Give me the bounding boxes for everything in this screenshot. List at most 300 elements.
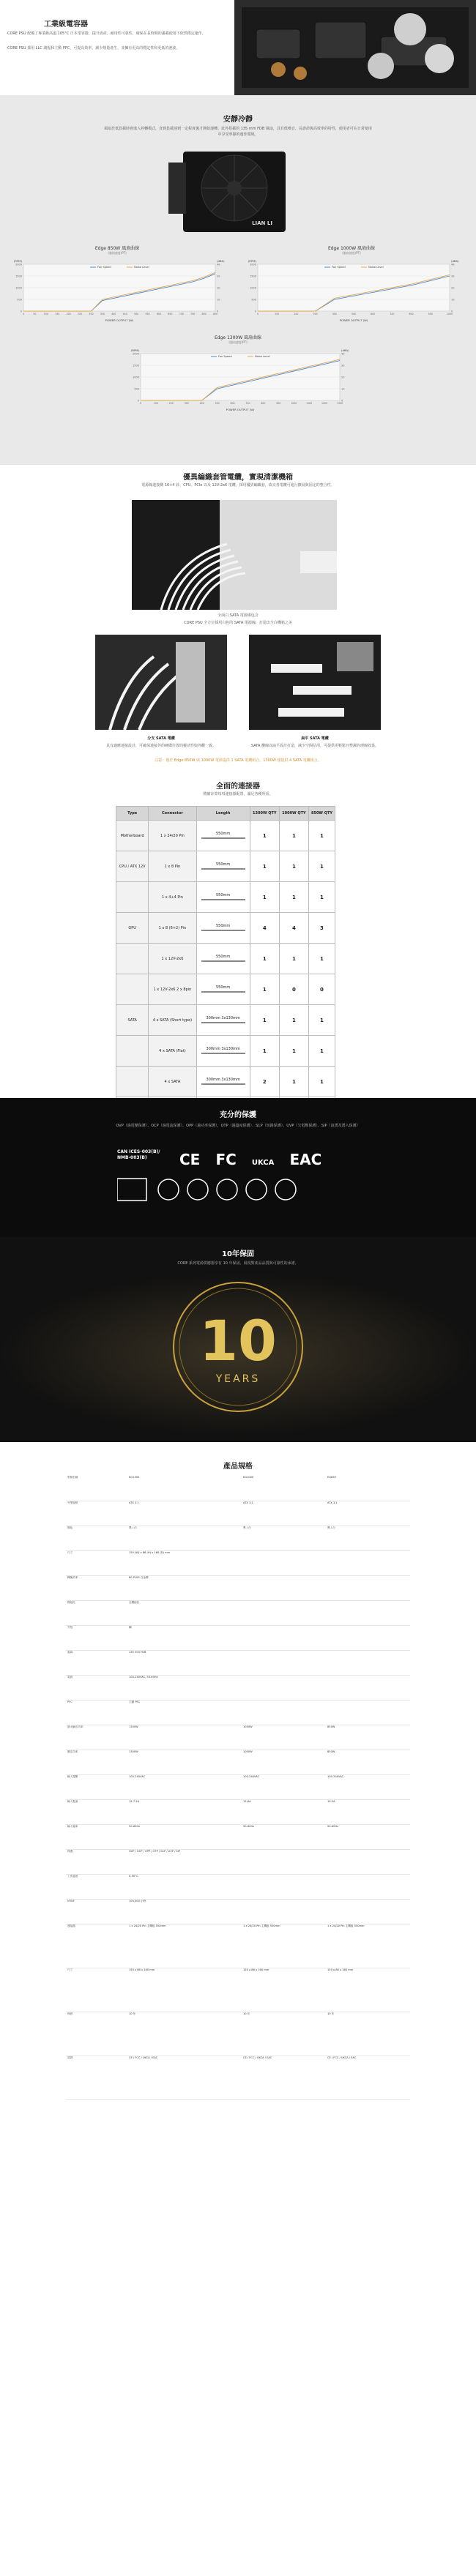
connector-qty: 1 [250, 974, 279, 1005]
chart-y-label: (RPM) [130, 348, 139, 352]
connectors-title: 全面的連接器 [216, 783, 260, 791]
spec-value: 黑 / 白 [326, 1526, 410, 1550]
cable-photo-split [95, 635, 227, 730]
connector-type [116, 974, 149, 1005]
spec-key: 尺寸 [66, 1968, 127, 2012]
spec-key: 模組化 [66, 1600, 127, 1625]
chart-850-title: Edge 850W 風扇曲線 [94, 246, 140, 251]
connector-conn: 1 x 12V-2x6 2 x 8pin [149, 974, 196, 1005]
chart-x-tick: 850 [212, 313, 218, 316]
chart-y-tick: 0 [254, 310, 256, 313]
spec-key: PFC [66, 1700, 127, 1725]
ukca-mark: UKCA [251, 1159, 275, 1167]
spec-row [66, 1924, 410, 1968]
chart-y-tick: 2000 [250, 263, 256, 266]
chart-x-tick: 800 [261, 402, 266, 405]
cert-icon-row [117, 1176, 352, 1205]
chart-legend-label: Fan Speed [97, 266, 111, 269]
connector-qty: 1 [250, 1005, 279, 1036]
connector-row [116, 974, 335, 1005]
chart-y-label: (RPM) [248, 259, 256, 263]
chart-y-tick: 2000 [133, 352, 139, 356]
spec-value: EG1000 [242, 1476, 326, 1501]
chart-svg [242, 255, 461, 323]
chart-x-label: POWER OUTPUT (W) [105, 318, 134, 322]
spec-row [66, 1700, 410, 1725]
connector-row [116, 913, 335, 944]
chart-x-label: POWER OUTPUT (W) [226, 408, 255, 411]
chart-y2-tick: 20 [217, 286, 220, 290]
certification-text: CAN ICES-003(B)/ NMB-003(B) [117, 1149, 160, 1160]
spec-value: CE / FCC / UKCA / EAC [242, 2056, 326, 2099]
cable-drawing [201, 930, 245, 931]
chart-x-tick: 100 [153, 402, 158, 405]
spec-value: EG1300 [127, 1476, 242, 1501]
chart-y-tick: 0 [137, 399, 139, 403]
connector-type: CPU / ATX 12V [116, 851, 149, 882]
chart-x-tick: 600 [371, 313, 376, 316]
connector-row [116, 944, 335, 974]
spec-value: 850W [326, 1750, 410, 1774]
connector-qty: 1 [279, 1067, 308, 1097]
warranty-badge [0, 1274, 476, 1435]
fan-curve-chart-1300 [124, 334, 352, 414]
connector-qty: 1 [279, 851, 308, 882]
spec-value: 1000W [242, 1750, 326, 1774]
spec-row [66, 1824, 410, 1849]
chart-x-tick: 400 [111, 313, 116, 316]
spec-row [66, 1750, 410, 1774]
chart-y2-tick: 40 [217, 263, 220, 266]
connector-length: 300mm 3x130mm [206, 1046, 240, 1051]
chart-x-tick: 0 [22, 313, 25, 316]
chart-x-tick: 600 [230, 402, 235, 405]
connector-len [196, 974, 250, 1005]
spec-value: 1000W [242, 1725, 326, 1750]
connector-len [196, 1005, 250, 1036]
spec-value: 10-5A [326, 1799, 410, 1824]
spec-value: 100-240VAC [242, 1774, 326, 1799]
connector-qty: 1 [308, 944, 335, 974]
specs-table [66, 1476, 410, 2100]
spec-value: 100-240VAC [326, 1774, 410, 1799]
spec-value: 主動 PFC [127, 1700, 242, 1725]
cable-photo-flat [249, 635, 381, 730]
connector-type: Motherboard [116, 821, 149, 851]
spec-key: 型號名稱 [66, 1476, 127, 1501]
chart-y-tick: 500 [134, 387, 139, 391]
connector-len [196, 821, 250, 851]
psu-fan-photo [168, 148, 300, 236]
connector-conn: 1 x 12V-2x6 [149, 944, 196, 974]
fan-curve-chart-1000 [242, 244, 461, 325]
spec-value: 1300W [127, 1750, 242, 1774]
flat-sata-text: SATA 纜線以扁平設計打造，減少空間佔用，可提供更輕鬆且整潔的理線效果。 [251, 744, 379, 748]
spec-value: 黑 / 白 [242, 1526, 326, 1550]
connector-conn: 1 x 4+4 Pin [149, 882, 196, 913]
connector-conn: 4 x SATA [149, 1067, 196, 1097]
spec-row [66, 1874, 410, 1899]
connector-qty: 4 [250, 913, 279, 944]
spec-key: 風扇 [66, 1650, 127, 1675]
connector-row [116, 821, 335, 851]
connector-len [196, 851, 250, 882]
spec-row [66, 1675, 410, 1700]
spec-value: 150 x 86 x 160 mm [242, 1968, 326, 2012]
chart-x-tick: 1300 [336, 402, 343, 405]
spec-row [66, 1501, 410, 1526]
chart-x-tick: 500 [134, 313, 139, 316]
connectors-sub: 精確計算每項連接器配置，滿足各種所需。 [203, 792, 273, 796]
spec-value [242, 1849, 326, 1874]
chart-1300-subtitle: (風扇速度/PT) [228, 340, 248, 344]
spec-value: OVP / OCP / OPP / OTP / SCP / UVP / SIP [127, 1849, 242, 1874]
spec-row [66, 1625, 410, 1650]
cables-note: 注意：僅於 Edge 850W 與 1000W 電源提供 1 SATA 電纜組合，1300W 僅提供 4 SATA 電纜組合。 [155, 758, 321, 763]
spec-value: ATX 3.1 [326, 1501, 410, 1526]
connector-length: 550mm [215, 985, 231, 990]
chart-y2-tick: 30 [217, 275, 220, 278]
spec-key: 認證 [66, 2056, 127, 2099]
spec-row [66, 1899, 410, 1924]
connector-length: 550mm [215, 892, 231, 897]
sata-white-text: CORE PSU 全方位採用白色的 SATA 電源線，打造出全白機箱之美 [184, 621, 292, 625]
chart-legend-label: Fan Speed [332, 266, 346, 269]
chart-x-tick: 900 [276, 402, 281, 405]
spec-value [326, 1874, 410, 1899]
chart-y2-tick: 0 [217, 310, 219, 313]
spec-row [66, 1725, 410, 1750]
connector-length: 550mm [215, 954, 231, 959]
connector-type [116, 944, 149, 974]
connector-type [116, 1036, 149, 1067]
capacitor-title: 工業級電容器 [44, 20, 88, 29]
spec-value: 80 PLUS 白金牌 [127, 1575, 242, 1600]
psu-brand-logo: LIAN LI [252, 220, 272, 226]
spec-row [66, 2056, 410, 2099]
connector-qty: 2 [250, 1067, 279, 1097]
eac-mark: EAC [289, 1151, 322, 1168]
chart-y2-tick: 20 [341, 376, 345, 379]
spec-key: 尺寸 [66, 1550, 127, 1575]
spec-value: 全模組化 [127, 1600, 242, 1625]
connector-header-0: Type [116, 807, 149, 821]
chart-x-tick: 300 [89, 313, 94, 316]
chart-y-tick: 2000 [15, 263, 22, 266]
spec-key: 顏色 [66, 1526, 127, 1550]
chart-y2-tick: 10 [341, 387, 345, 391]
split-sata-title: 分支 SATA 電纜 [147, 736, 175, 741]
cable-drawing [201, 1022, 245, 1023]
spec-value [242, 1700, 326, 1725]
connector-qty: 3 [308, 913, 335, 944]
chart-svg [124, 345, 352, 412]
spec-value [326, 1650, 410, 1675]
spec-row [66, 1799, 410, 1824]
silent-title: 安靜冷靜 [223, 116, 253, 124]
spec-value: CE / FCC / UKCA / EAC [326, 2056, 410, 2099]
connector-type: SATA [116, 1005, 149, 1036]
chart-legend-label: Fan Speed [218, 355, 232, 359]
spec-value: 150 (W) x 86 (H) x 160 (D) mm [127, 1550, 242, 1575]
chart-legend-label: Noise Level [255, 355, 270, 359]
spec-value: 850W [326, 1725, 410, 1750]
cable-drawing [201, 960, 245, 962]
chart-y-tick: 1000 [133, 376, 139, 379]
silent-text: 風扇於低負載時會進入停轉模式，直到負載達到一定程度後才開始運轉。此外搭載的 135 mm FDB 風扇，具有低噪音、長壽命與高效率的特性，使用者可在日常使用中享受寧靜的運作環境。 [104, 127, 372, 137]
spec-row [66, 1575, 410, 1600]
spec-value: 150 x 86 x 160 mm [326, 1968, 410, 2012]
connector-header-2: Length [196, 807, 250, 821]
spec-row [66, 1849, 410, 1874]
spec-value: 1 x 24/20 Pin 主機板 550mm [326, 1924, 410, 1968]
connector-qty: 1 [279, 821, 308, 851]
cert-marks [179, 1151, 321, 1168]
spec-value: 12-6A [242, 1799, 326, 1824]
connector-row [116, 851, 335, 882]
connector-conn: 1 x 24/20 Pin [149, 821, 196, 851]
chart-x-tick: 800 [201, 313, 207, 316]
spec-key: 輸入電壓 [66, 1774, 127, 1799]
chart-x-tick: 100 [275, 313, 280, 316]
cables-text: 電源線連接側 16+4 針、CPU、PCIe 以及 12V-2x6 電纜，採用優異編織套，改良各電纜可進行擴展與固定的整合性。 [141, 483, 335, 488]
chart-y-tick: 1500 [15, 275, 22, 278]
sata-white-label: 全面白 SATA 電源線包含 [217, 613, 259, 618]
connector-qty: 1 [250, 882, 279, 913]
chart-x-tick: 700 [245, 402, 250, 405]
section-capacitors [0, 0, 476, 95]
connector-length: 550mm [215, 831, 231, 836]
cable-photo-main [132, 500, 337, 610]
spec-value [326, 1625, 410, 1650]
spec-value: 15-7.5A [127, 1799, 242, 1824]
chart-y2-tick: 30 [451, 275, 455, 278]
spec-key: 連接器 [66, 1924, 127, 1968]
connector-len [196, 882, 250, 913]
spec-value [326, 1849, 410, 1874]
cable-drawing [201, 899, 245, 900]
spec-value: 黑 / 白 [127, 1526, 242, 1550]
spec-value: 1300W [127, 1725, 242, 1750]
cable-drawing [201, 837, 245, 839]
warranty-number: 10 [199, 1308, 277, 1373]
chart-y-label: (RPM) [13, 259, 22, 263]
spec-value [326, 1675, 410, 1700]
chart-legend-label: Noise Level [368, 266, 384, 269]
chart-x-tick: 450 [122, 313, 127, 316]
psu-internal-photo [234, 0, 476, 95]
cable-drawing [201, 991, 245, 993]
chart-y-tick: 1500 [133, 364, 139, 367]
connector-qty: 1 [308, 851, 335, 882]
chart-x-tick: 0 [256, 313, 259, 316]
warranty-years: YEARS [215, 1373, 261, 1385]
spec-value: ATX 3.1 [242, 1501, 326, 1526]
spec-value: 150 x 86 x 160 mm [127, 1968, 242, 2012]
chart-y-tick: 1000 [15, 286, 22, 290]
chart-x-tick: 100 [43, 313, 48, 316]
capacitor-text-2: CORE PSU 採用 LLC 諧振和主動 PFC，可提高效率，減少熱量產生，並擁有更高的穩定性和更低的漣波。 [7, 46, 180, 51]
cable-drawing [201, 1053, 245, 1054]
connector-conn: 4 x SATA (Flat) [149, 1036, 196, 1067]
section-specs [0, 1442, 476, 2141]
split-sata-text: 具有適應連接設計，可確保連接外的硬碟位置的靈活性與外觀一致。 [105, 744, 216, 748]
chart-y2-tick: 10 [451, 298, 455, 302]
spec-value [242, 1650, 326, 1675]
chart-x-tick: 700 [390, 313, 395, 316]
chart-x-tick: 300 [313, 313, 318, 316]
connector-row [116, 1067, 335, 1097]
flat-sata-title: 扁平 SATA 電纜 [301, 736, 329, 741]
connector-qty: 1 [308, 1036, 335, 1067]
cable-drawing [201, 868, 245, 870]
connector-len [196, 944, 250, 974]
chart-svg [7, 255, 227, 323]
spec-value: 10 年 [242, 2012, 326, 2056]
spec-row [66, 1774, 410, 1799]
spec-value [242, 1675, 326, 1700]
connector-type [116, 882, 149, 913]
chart-x-tick: 750 [190, 313, 196, 316]
protection-title: 充分的保護 [220, 1111, 256, 1119]
connector-qty: 1 [308, 882, 335, 913]
cables-title: 優異編織套管電纜，實現清潔機箱 [183, 474, 293, 482]
spec-value: 100-240VAC [127, 1774, 242, 1799]
chart-x-tick: 550 [145, 313, 150, 316]
spec-value: 100-240VAC, 50-60Hz [127, 1675, 242, 1700]
connector-header-4: 1000W QTY [279, 807, 308, 821]
chart-x-tick: 350 [100, 313, 105, 316]
connector-qty: 1 [279, 1036, 308, 1067]
section-silent [0, 95, 476, 465]
spec-key: 外殼 [66, 1625, 127, 1650]
spec-value: 100,000 小時 [127, 1899, 242, 1924]
connector-len [196, 913, 250, 944]
chart-x-tick: 700 [179, 313, 184, 316]
warranty-text: CORE 系列電源供應器享有 10 年保固，展現對產品品質與可靠性的承諾。 [177, 1261, 299, 1266]
spec-value: ATX 3.1 [127, 1501, 242, 1526]
chart-x-tick: 1000 [291, 402, 297, 405]
chart-y2-tick: 40 [451, 263, 455, 266]
chart-x-tick: 400 [332, 313, 337, 316]
spec-value: 50-60Hz [242, 1824, 326, 1849]
spec-value [242, 1625, 326, 1650]
spec-value: 50-60Hz [326, 1824, 410, 1849]
spec-value [242, 1550, 326, 1575]
chart-1300-title: Edge 1300W 風扇曲線 [214, 335, 262, 340]
connector-qty: 4 [279, 913, 308, 944]
chart-y-tick: 500 [17, 298, 22, 302]
connector-header-5: 850W QTY [308, 807, 335, 821]
chart-x-tick: 250 [78, 313, 83, 316]
connector-qty: 1 [250, 1036, 279, 1067]
spec-value: CE / FCC / UKCA / EAC [127, 2056, 242, 2099]
chart-1000-title: Edge 1000W 風扇曲線 [327, 246, 376, 251]
chart-x-tick: 1200 [321, 402, 328, 405]
connector-header-3: 1300W QTY [250, 807, 279, 821]
spec-value [242, 1899, 326, 1924]
connector-qty: 1 [308, 1005, 335, 1036]
chart-y-tick: 1500 [250, 275, 256, 278]
connector-qty: 0 [279, 974, 308, 1005]
spec-key: 轉換效率 [66, 1575, 127, 1600]
spec-key: 保護 [66, 1849, 127, 1874]
chart-x-tick: 200 [168, 402, 174, 405]
connector-conn: 4 x SATA (Short type) [149, 1005, 196, 1036]
spec-key: 輸入電流 [66, 1799, 127, 1824]
spec-value [242, 1600, 326, 1625]
spec-row [66, 2012, 410, 2056]
connector-length: 300mm 3x130mm [206, 1077, 240, 1082]
connector-qty: 1 [308, 821, 335, 851]
connector-conn: 1 x 8 Pin [149, 851, 196, 882]
fcc-mark: FC [215, 1151, 237, 1168]
connector-row [116, 1036, 335, 1067]
spec-value [326, 1550, 410, 1575]
spec-row [66, 1550, 410, 1575]
protection-text: OVP（過電壓保護）、OCP（過電流保護）、OPP（過功率保護）、OTP（過溫度保護）、SCP（短路保護）、UVP（欠電壓保護）、SIP（浪湧及湧入保護） [116, 1124, 360, 1128]
connector-qty: 1 [250, 821, 279, 851]
spec-value [326, 1700, 410, 1725]
section-protection [0, 1098, 476, 1237]
chart-y-tick: 0 [20, 310, 22, 313]
spec-value [326, 1600, 410, 1625]
chart-y2-tick: 40 [341, 352, 345, 356]
chart-y2-tick: 0 [451, 310, 453, 313]
chart-y2-label: (dBA) [341, 348, 349, 352]
chart-1000-subtitle: (風扇速度/PT) [342, 251, 361, 255]
chart-y2-tick: 30 [341, 364, 345, 367]
spec-row [66, 1600, 410, 1625]
spec-key: 最大輸出功率 [66, 1725, 127, 1750]
chart-x-tick: 200 [66, 313, 71, 316]
chart-x-tick: 150 [55, 313, 60, 316]
spec-row [66, 1526, 410, 1550]
connector-header-1: Connector [149, 807, 196, 821]
chart-x-tick: 400 [199, 402, 204, 405]
connector-qty: 1 [279, 1005, 308, 1036]
spec-value: 1 x 24/20 Pin 主機板 550mm [127, 1924, 242, 1968]
cable-drawing [201, 1083, 245, 1085]
spec-value [326, 1899, 410, 1924]
chart-legend-label: Noise Level [134, 266, 149, 269]
connector-length: 550mm [215, 923, 231, 928]
chart-x-tick: 900 [428, 313, 433, 316]
chart-x-tick: 200 [294, 313, 299, 316]
chart-x-tick: 50 [33, 313, 37, 316]
spec-value: 1 x 24/20 Pin 主機板 550mm [242, 1924, 326, 1968]
spec-value: 10 年 [326, 2012, 410, 2056]
section-warranty [0, 1237, 476, 1442]
spec-value: 135 mm FDB [127, 1650, 242, 1675]
connector-qty: 0 [308, 974, 335, 1005]
connector-qty: 1 [250, 851, 279, 882]
chart-x-tick: 600 [156, 313, 161, 316]
spec-value: EG850 [326, 1476, 410, 1501]
warranty-title: 10年保固 [222, 1250, 254, 1258]
spec-value [242, 1874, 326, 1899]
chart-x-tick: 0 [139, 402, 142, 405]
spec-key: 工作溫度 [66, 1874, 127, 1899]
connector-qty: 1 [308, 1067, 335, 1097]
connector-qty: 1 [279, 882, 308, 913]
chart-y-tick: 500 [251, 298, 256, 302]
chart-y2-tick: 0 [341, 399, 343, 403]
chart-x-tick: 1100 [306, 402, 313, 405]
chart-850-subtitle: (風扇速度/PT) [108, 251, 127, 255]
spec-key: MTBF [66, 1899, 127, 1924]
chart-x-tick: 500 [215, 402, 220, 405]
